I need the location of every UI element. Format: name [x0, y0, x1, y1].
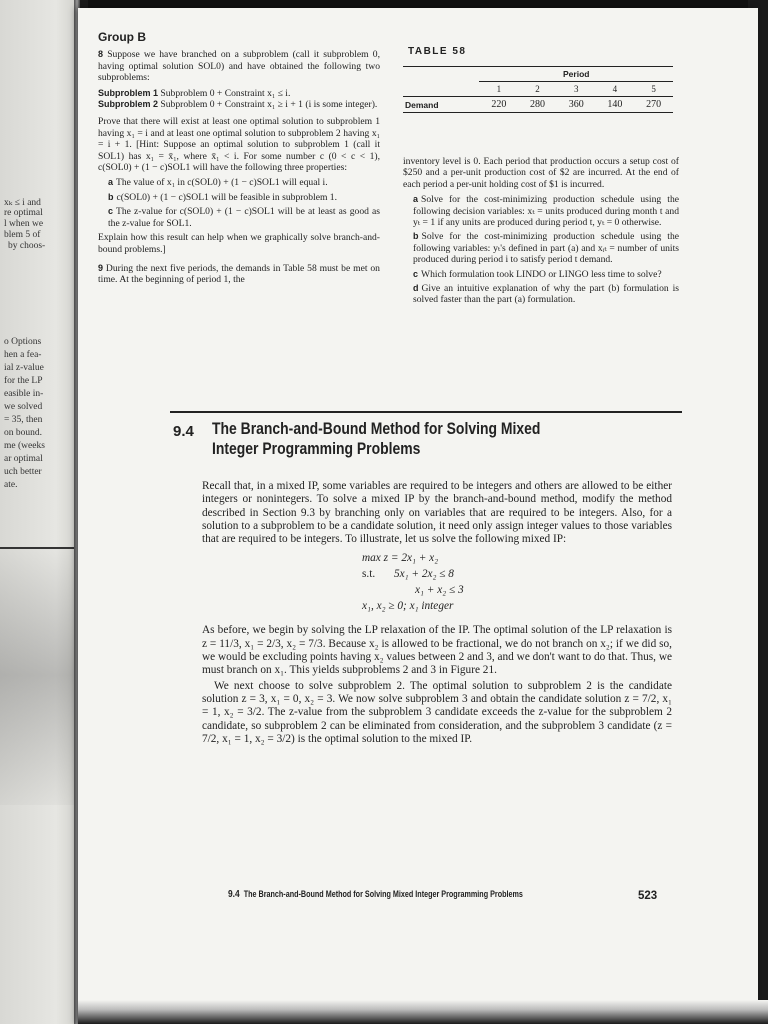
- margin-fragment: on bound.: [4, 428, 42, 438]
- item-label: b: [413, 231, 419, 242]
- previous-page-edge: [0, 0, 80, 1024]
- problem-8-text: Suppose we have branched on a subproblem (call it subproblem 0, having optimal solution SOL0) and have obtained the following two subproblems:: [98, 49, 380, 84]
- problem-9-text: During the next five periods, the demands in Table 58 must be met on time. At the beginning of period 1, the: [98, 262, 380, 286]
- margin-fragment: o Options: [4, 337, 42, 347]
- item-text: c(SOL0) + (1 − c)SOL1 will be feasible in subproblem 1.: [116, 191, 338, 203]
- part-d: [413, 283, 679, 306]
- period-cell: 1: [479, 82, 518, 97]
- subproblem-2: [98, 99, 380, 110]
- paragraph-intro: Recall that, in a mixed IP, some variables are required to be integers and others are allowed to be either integers or nonintegers. To solve a mixed IP by the branch-and-bound method, modify the method described in Section 9.3 by branching only on variables that are required to be integers. Also, for a solution to a subproblem to be a candidate solution, it need only assign integer values to those variables that are required to be integers. To illustrate, let us solve the following mixed IP:: [202, 480, 672, 546]
- item-text: Which formulation took LINDO or LINGO less time to solve?: [421, 268, 662, 280]
- problem-9-intro: inventory level is 0. Each period that production occurs a setup cost of $250 and a per-unit production cost of $2 are incurred. At the end of each period a per-unit holding cost of $1 is incurred.: [403, 156, 679, 190]
- item-label: a: [413, 194, 419, 205]
- item-text: Give an intuitive explanation of why the part (b) formulation is solved faster than the part (a) formulation.: [413, 283, 679, 306]
- margin-fragment: me (weeks: [4, 441, 45, 451]
- explain-paragraph: Explain how this result can help when we graphically solve branch-and-bound problems.]: [98, 232, 380, 255]
- group-b-column: [98, 32, 380, 290]
- item-label: d: [413, 283, 419, 294]
- margin-fragment: = 35, then: [4, 415, 43, 425]
- margin-fragment: ar optimal: [4, 454, 43, 464]
- period-row: [403, 82, 673, 97]
- scan-bottom-edge: [78, 1000, 768, 1024]
- demand-cell: 360: [568, 99, 584, 110]
- objective-function: max z = 2x₁ + x₂: [362, 552, 439, 565]
- demand-cell: 270: [646, 99, 662, 110]
- subproblem-1: [98, 88, 380, 99]
- item-text: The z-value for c(SOL0) + (1 − c)SOL1 will be at least as good as the z-value for SOL1.: [108, 206, 380, 229]
- margin-fragment: easible in-: [4, 389, 44, 399]
- page-number: 523: [638, 890, 658, 902]
- footer-title: The Branch-and-Bound Method for Solving Mixed Integer Programming Problems: [243, 889, 523, 899]
- property-b: [108, 192, 380, 203]
- margin-fragment: l when we: [4, 219, 44, 229]
- constraint-1: 5x₁ + 2x₂ ≤ 8: [394, 568, 454, 581]
- problem-9-continued: [403, 156, 679, 309]
- part-c: [413, 269, 679, 280]
- section-number: 9.4: [173, 423, 194, 440]
- margin-fragment: uch better: [4, 467, 42, 477]
- demand-label: Demand: [405, 99, 439, 110]
- sign-restriction: x₁, x₂ ≥ 0; x₁ integer: [362, 600, 454, 613]
- footer-section-number: 9.4: [228, 888, 240, 900]
- section-body: [202, 480, 672, 748]
- period-cell: 2: [518, 82, 557, 97]
- margin-fragment: blem 5 of: [4, 230, 41, 240]
- part-a: [413, 194, 679, 228]
- table-58-title: TABLE 58: [408, 46, 467, 57]
- part-b: [413, 231, 679, 265]
- table-58: [403, 66, 673, 113]
- margin-fragment: for the LP: [4, 376, 43, 386]
- margin-fragment: xₖ ≤ i and: [4, 198, 41, 208]
- subproblem-label: Subproblem 1: [98, 87, 159, 98]
- subproblem-label: Subproblem 2: [98, 99, 159, 110]
- property-a: [108, 177, 380, 188]
- subproblem-text: Subproblem 0 + Constraint x₁ ≥ i + 1 (i is some integer).: [160, 99, 378, 111]
- subproblem-text: Subproblem 0 + Constraint x₁ ≤ i.: [160, 87, 291, 99]
- period-header: Period: [479, 67, 673, 82]
- section-rule: [170, 411, 682, 413]
- item-text: Solve for the cost-minimizing production schedule using the following decision variables: xₜ = units produced during month t and yₜ = 1 if any units are produced during period t, yₜ = 0 otherwise.: [413, 194, 679, 229]
- paragraph-subproblems: We next choose to solve subproblem 2. The optimal solution to subproblem 2 is the candidate solution z = 3, x₁ = 0, x₂ = 3. We now solve subproblem 3 and obtain the candidate solution z = 7/2, x₁ = 1, x₂ = 3/2. The z-value from the subproblem 3 candidate exceeds the z-value for the subproblem 2 candidate, so subproblem 2 can be eliminated from consideration, and the subproblem 3 candidate (z = 7/2, x₁ = 1, x₂ = 3/2) is the optimal solution to the mixed IP.: [202, 679, 672, 745]
- property-c: [108, 206, 380, 229]
- item-label: c: [108, 206, 114, 217]
- margin-shadow: [0, 545, 80, 805]
- problem-number: 8: [98, 49, 104, 60]
- demand-row: [403, 97, 673, 113]
- period-cell: 4: [596, 82, 635, 97]
- textbook-page: [78, 8, 758, 1024]
- item-text: The value of x₁ in c(SOL0) + (1 − c)SOL1 will equal i.: [116, 177, 328, 189]
- item-label: b: [108, 191, 114, 202]
- paragraph-lp-relaxation: As before, we begin by solving the LP relaxation of the IP. The optimal solution of the LP relaxation is z = 11/3, x₁ = 2/3, x₂ = 7/3. Because x₂ is allowed to be fractional, we do not branch on x₂; if we did so, we would be excluding points having x₂ values between 2 and 3, and we don't want to do that. Thus, we must branch on x₁. This yields subproblems 2 and 3 in Figure 21.: [202, 624, 672, 677]
- mixed-ip-formulation: [202, 552, 672, 616]
- problem-8: [98, 49, 380, 83]
- margin-fragment: hen a fea-: [4, 350, 42, 360]
- constraint-2: x₁ + x₂ ≤ 3: [415, 584, 464, 597]
- demand-cell: 220: [491, 99, 507, 110]
- problem-number: 9: [98, 262, 104, 273]
- table-corner: [403, 67, 479, 82]
- margin-fragment: re optimal: [4, 208, 43, 218]
- demand-cell: 140: [607, 99, 623, 110]
- table-corner: [403, 82, 479, 97]
- margin-fragment: we solved: [4, 402, 43, 412]
- group-b-title: Group B: [98, 30, 146, 44]
- item-text: Solve for the cost-minimizing production schedule using the following variables: yₜ's defined in part (a) and xᵢₜ = number of units produced during period i to satisfy period t demand.: [413, 231, 679, 266]
- running-footer: [228, 888, 523, 900]
- item-label: c: [413, 268, 419, 279]
- section-title: The Branch-and-Bound Method for Solving Mixed Integer Programming Problems: [212, 419, 541, 458]
- margin-fragment: ate.: [4, 480, 18, 490]
- item-label: a: [108, 177, 114, 188]
- demand-cell: 280: [530, 99, 546, 110]
- period-cell: 5: [634, 82, 673, 97]
- margin-fragment: ial z-value: [4, 363, 44, 373]
- top-scan-edge: [88, 0, 748, 8]
- prove-paragraph: Prove that there will exist at least one optimal solution to subproblem 1 having x₁ = i and at least one optimal solution to subproblem 2 having x₁ = i + 1. [Hint: Suppose an optimal solution to subproblem 1 (call it SOL1) has x₁ = x̄₁, where x̄₁ < i. For some number c (0 < c < 1), c(SOL0) + (1 − c)SOL1 will have the following three properties:: [98, 116, 380, 174]
- period-cell: 3: [557, 82, 596, 97]
- problem-9: [98, 263, 380, 286]
- subject-to-label: s.t.: [362, 568, 376, 581]
- margin-fragment: by choos-: [8, 241, 46, 251]
